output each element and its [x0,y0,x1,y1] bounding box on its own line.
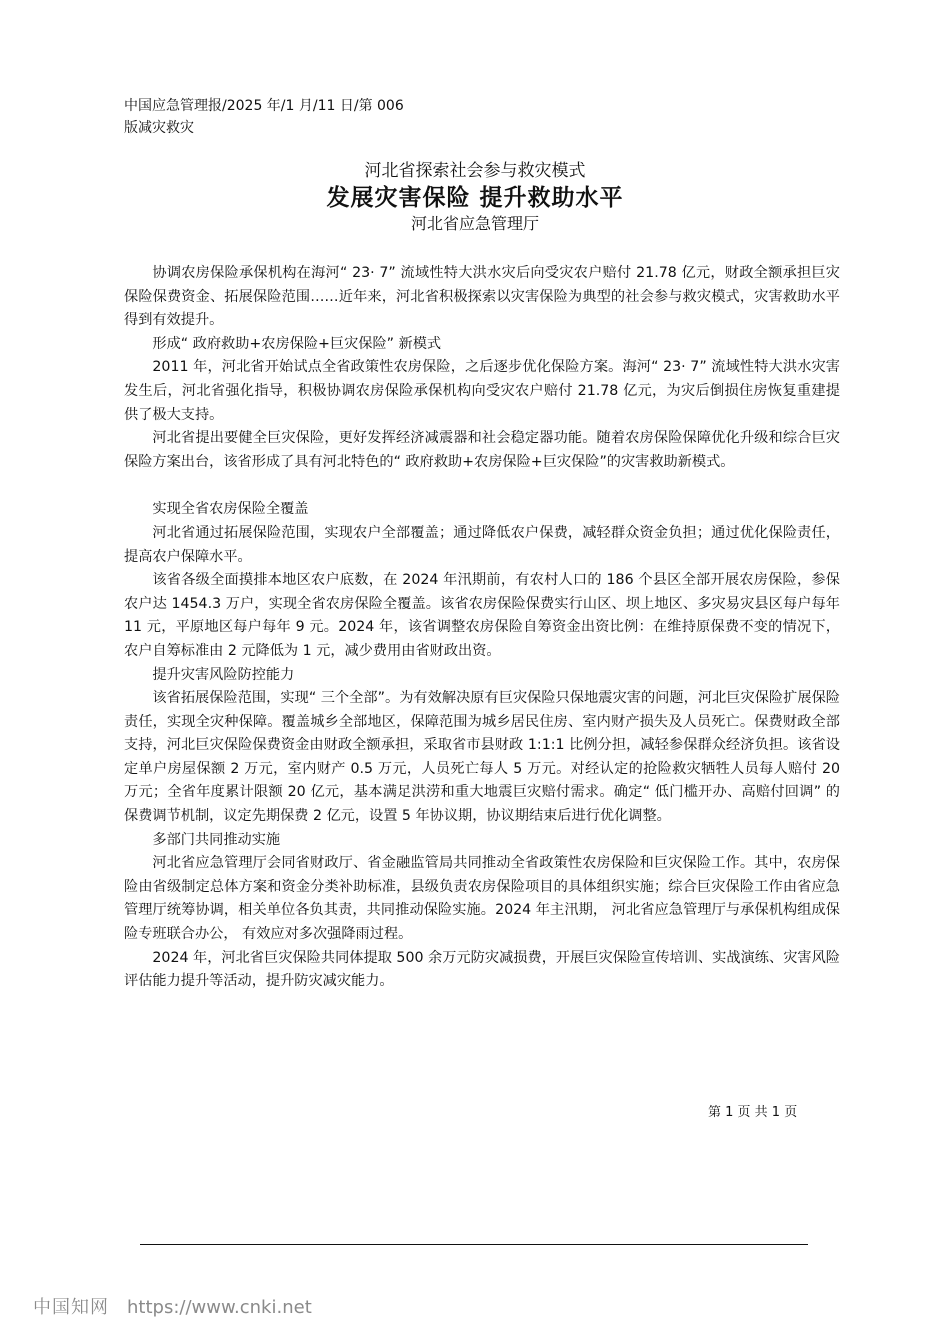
section-paragraph: 该省各级全面摸排本地区农户底数，在 2024 年汛期前，有农村人口的 186 个县区全部开展农房保险，参保农户达 1454.3 万户，实现全省农房保险全覆盖。该省农房保险保费实行山区、坝上地区、多灾易灾县区每户每年 11 元，平原地区每户每年 9 元。2024 年，该省调整农房保险自筹资金出资比例：在维持原保费不变的情况下，农户自筹标准由 2 元降低为 1 元，减少费用由省财政出资。 [124,572,840,659]
section-heading-model: 形成“ 政府救助+农房保险+巨灾保险” 新模式 [152,335,442,352]
article-title: 发展灾害保险 提升救助水平 [326,185,624,211]
intro-paragraph: 协调农房保险承保机构在海河“ 23· 7” 流域性特大洪水灾后向受灾农户赔付 21.78 亿元，财政全额承担巨灾保险保费资金、拓展保险范围……近年来，河北省积极探索以灾害保险为典型的社会参与救灾模式，灾害救助水平得到有效提升。 [124,265,840,329]
source-line-2: 版减灾救灾 [124,120,194,136]
article-author: 河北省应急管理厅 [410,214,539,233]
article-kicker: 河北省探索社会参与救灾模式 [364,161,586,181]
footer-divider [140,1244,808,1245]
paragraph-gap [124,474,840,498]
section-heading-coverage: 实现全省农房保险全覆盖 [152,501,309,518]
cnki-url[interactable]: https://www.cnki.net [127,1297,312,1318]
section-paragraph: 2011 年，河北省开始试点全省政策性农房保险，之后逐步优化保险方案。海河“ 23· 7” 流域性特大洪水灾害发生后，河北省强化指导，积极协调农房保险承保机构向受灾农户赔付 21.78 亿元，为灾后倒损住房恢复重建提供了极大支持。 [124,359,840,423]
section-paragraph: 2024 年，河北省巨灾保险共同体提取 500 余万元防灾减损费，开展巨灾保险宣传培训、实战演练、灾害风险评估能力提升等活动，提升防灾减灾能力。 [124,949,840,990]
section-paragraph: 该省拓展保险范围，实现“ 三个全部”。为有效解决原有巨灾保险只保地震灾害的问题，河北巨灾保险扩展保险责任，实现全灾种保障。覆盖城乡全部地区，保障范围为城乡居民住房、室内财产损失及人员死亡。保费财政全部支持，河北巨灾保险保费资金由财政全额承担，采取省市县财政 1:1:1 比例分担，减轻参保群众经济负担。该省设定单户房屋保额 2 万元，室内财产 0.5 万元，人员死亡每人 5 万元。对经认定的抢险救灾牺牲人员每人赔付 20 万元；全省年度累计限额 20 亿元，基本满足洪涝和重大地震巨灾赔付需求。确定“ 低门槛开办、高赔付回调” 的保费调节机制，议定先期保费 2 亿元，设置 5 年协议期，协议期结束后进行优化调整。 [124,690,840,825]
article-header [0,160,950,235]
section-paragraph: 河北省提出要健全巨灾保险，更好发挥经济减震器和社会稳定器功能。随着农房保险保障优化升级和综合巨灾保险方案出台，该省形成了具有河北特色的“ 政府救助+农房保险+巨灾保险”的灾害救助新模式。 [124,430,840,470]
source-citation [124,95,404,139]
section-heading-departments: 多部门共同推动实施 [152,831,281,848]
section-paragraph: 河北省通过拓展保险范围，实现农户全部覆盖；通过降低农户保费，减轻群众资金负担；通过优化保险责任，提高农户保障水平。 [124,524,840,565]
page-number: 第 1 页 共 1 页 [708,1105,798,1120]
source-line-1: 中国应急管理报/2025 年/1 月/11 日/第 006 [124,98,404,114]
section-heading-risk-control: 提升灾害风险防控能力 [152,666,295,683]
article-body [124,262,840,994]
section-paragraph: 河北省应急管理厅会同省财政厅、省金融监管局共同推动全省政策性农房保险和巨灾保险工作。其中，农房保险由省级制定总体方案和资金分类补助标准，县级负责农房保险项目的具体组织实施；综合巨灾保险工作由省应急管理厅统筹协调，相关单位各负其责，共同推动保险实施。2024 年主汛期， 河北省应急管理厅与承保机构组成保险专班联合办公， 有效应对多次强降雨过程。 [124,855,840,943]
footer-watermark [33,1293,312,1319]
cnki-brand: 中国知网 [33,1297,109,1318]
